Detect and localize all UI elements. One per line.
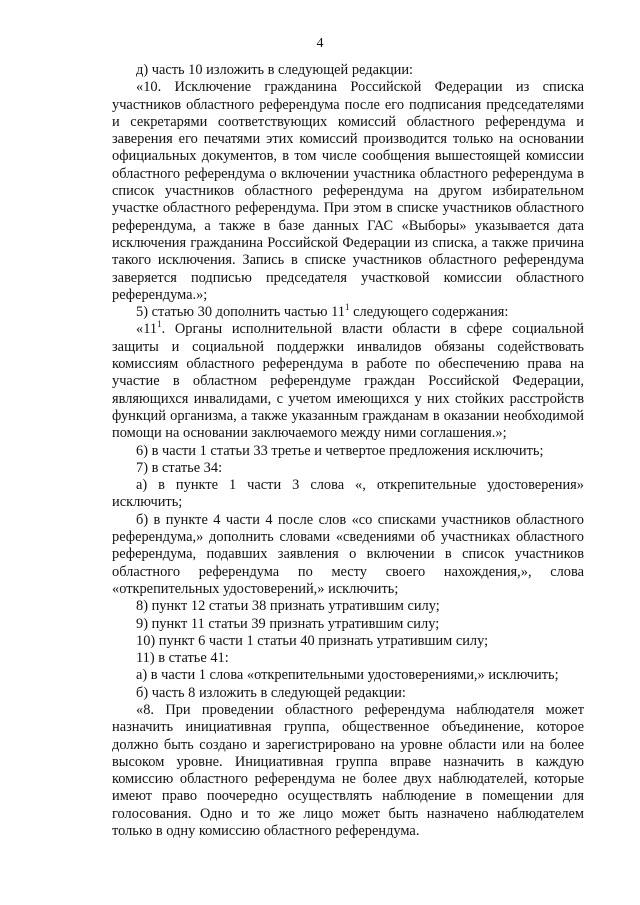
paragraph bbox=[112, 321, 584, 442]
document-body bbox=[112, 62, 584, 840]
page-number: 4 bbox=[316, 36, 324, 51]
paragraph: 6) в части 1 статьи 33 третье и четвертое предложения исключить; bbox=[136, 442, 544, 459]
superscript: 1 bbox=[344, 302, 350, 313]
paragraph-text: «11 bbox=[136, 321, 158, 338]
paragraph bbox=[112, 304, 584, 321]
paragraph: б) часть 8 изложить в следующей редакции: bbox=[136, 684, 406, 701]
paragraph: а) в части 1 слова «открепительными удостоверениями,» исключить; bbox=[136, 667, 559, 684]
paragraph-text: следующего содержания: bbox=[349, 304, 509, 321]
paragraph: д) часть 10 изложить в следующей редакции: bbox=[136, 62, 414, 78]
paragraph: «10. Исключение гражданина Российской Федерации из списка участников областного референдума после его подписания председателями и секретарями соответствующих комиссий областного референдума и заверения его печатями этих комиссий производится только на основании официальных документов, в том числе сообщения вышестоящей комиссии областного референдума о включении участника областного референдума в список участников областного референдума на другом избирательном участке областного референдума. При этом в списке участников областного референдума, а также в базе данных ГАС «Выборы» указывается дата исключения гражданина Российской Федерации из списка, а также причина такого исключения. Запись в списке участников областного референдума заверяется подписью председателя участковой комиссии областного референдума.»; bbox=[112, 79, 584, 303]
paragraph-text: . Органы исполнительной власти области в сфере социальной защиты и социальной поддержки инвалидов обязаны содействовать комиссиям областного референдума в работе по обеспечению права на участие в областном референдуме граждан Российской Федерации, являющихся инвалидами, с учетом имеющихся у них стойких расстройств функций организма, а также указанным гражданам в оказании необходимой помощи на основании заключаемого между ними соглашения.»; bbox=[112, 321, 584, 442]
paragraph: 9) пункт 11 статьи 39 признать утратившим силу; bbox=[136, 615, 440, 632]
paragraph: а) в пункте 1 части 3 слова «, открепительные удостоверения» исключить; bbox=[112, 477, 584, 511]
paragraph: 7) в статье 34: bbox=[136, 459, 223, 476]
paragraph: б) в пункте 4 части 4 после слов «со списками участников областного референдума,» дополнить словами «сведениями об участниках областного референдума, подавших заявления о включении в список участников областного референдума по месту своего нахождения,», слова «открепительных удостоверений,» исключить; bbox=[112, 511, 584, 597]
paragraph: 8) пункт 12 статьи 38 признать утратившим силу; bbox=[136, 598, 440, 615]
paragraph-text: 5) статью 30 дополнить частью 11 bbox=[136, 304, 345, 321]
paragraph: 11) в статье 41: bbox=[136, 650, 229, 667]
paragraph: «8. При проведении областного референдума наблюдателя может назначить инициативная группа, общественное объединение, которое должно быть создано и зарегистрировано на уровне области или на более высоком уровне. Инициативная группа вправе назначить в каждую комиссию областного референдума не более двух наблюдателей, которые имеют право поочередно осуществлять наблюдение в помещении для голосования. Одно и то же лицо может быть назначено наблюдателем только в одну комиссию областного референдума. bbox=[112, 701, 584, 840]
superscript: 1 bbox=[157, 319, 162, 330]
paragraph: 10) пункт 6 части 1 статьи 40 признать утратившим силу; bbox=[136, 632, 489, 649]
